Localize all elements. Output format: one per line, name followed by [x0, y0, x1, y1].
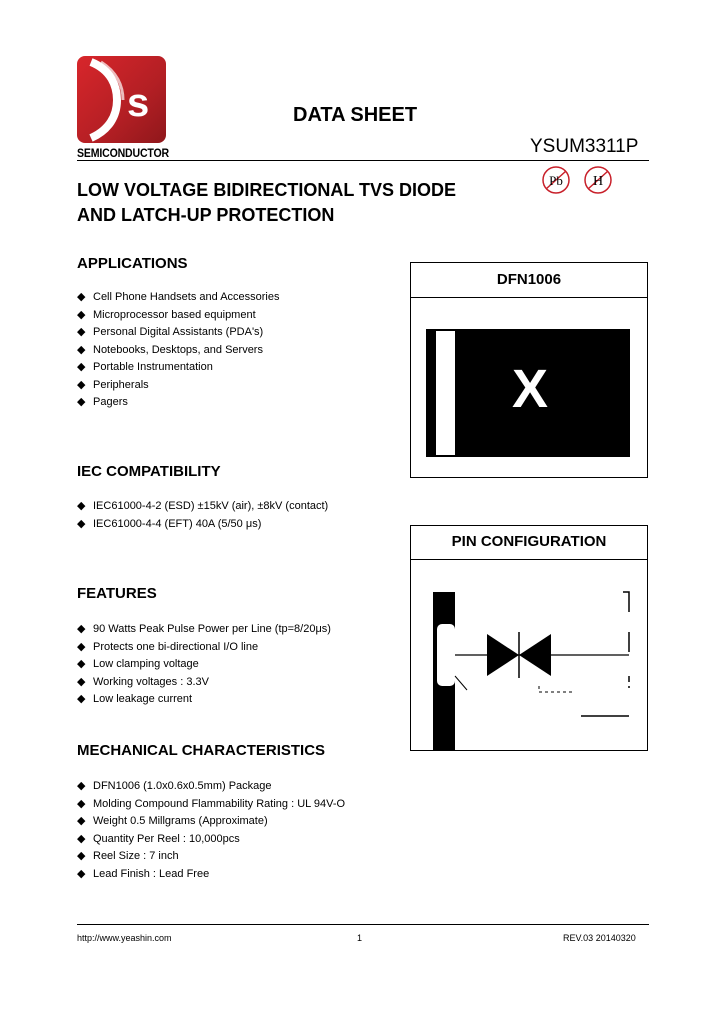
list-item: ◆ IEC61000-4-2 (ESD) ±15kV (air), ±8kV (contact)	[77, 498, 328, 516]
footer-url[interactable]: http://www.yeashin.com	[77, 933, 172, 943]
document-type: DATA SHEET	[293, 104, 418, 126]
revision: REV.03 20140320	[563, 933, 636, 943]
iec-heading: IEC COMPATIBILITY	[77, 463, 221, 480]
list-item: ◆ Molding Compound Flammability Rating : UL 94V-O	[77, 796, 345, 814]
list-item: ◆ Low clamping voltage	[77, 656, 331, 674]
footer-rule	[77, 924, 649, 925]
no-lead-icon	[541, 165, 571, 195]
features-list	[77, 621, 331, 709]
pin-config-caption-bar	[411, 526, 647, 560]
logo-subtitle: SEMICONDUCTOR	[77, 146, 169, 160]
title-line-2: AND LATCH-UP PROTECTION	[77, 205, 335, 225]
pin-config-caption: PIN CONFIGURATION	[451, 533, 607, 550]
list-item: ◆ Notebooks, Desktops, and Servers	[77, 342, 280, 360]
mechanical-heading: MECHANICAL CHARACTERISTICS	[77, 742, 326, 759]
list-item: ◆ 90 Watts Peak Pulse Power per Line (tp=8/20μs)	[77, 621, 331, 639]
cathode-band	[436, 331, 455, 455]
halogen-free-badge	[583, 165, 613, 195]
svg-text:s: s	[127, 81, 150, 125]
package-marking: X	[512, 359, 549, 419]
logo-mark-icon	[77, 56, 166, 143]
header-rule	[77, 160, 649, 161]
mechanical-list	[77, 778, 345, 883]
list-item: ◆ Lead Finish : Lead Free	[77, 866, 345, 884]
badge-pb-text: Pb	[549, 173, 563, 188]
package-box-caption-bar	[411, 263, 647, 298]
iec-list	[77, 498, 328, 533]
lead-free-badge	[541, 165, 571, 195]
list-item: ◆ Reel Size : 7 inch	[77, 848, 345, 866]
features-heading: FEATURES	[77, 585, 157, 602]
part-number: YSUM3311P	[530, 136, 639, 157]
applications-list	[77, 289, 280, 412]
badge-h-text: H	[592, 174, 604, 189]
list-item: ◆ Working voltages : 3.3V	[77, 674, 331, 692]
list-item: ◆ Portable Instrumentation	[77, 359, 280, 377]
pin-diagram	[411, 560, 647, 750]
page-number: 1	[357, 933, 363, 943]
applications-heading: APPLICATIONS	[77, 255, 188, 272]
list-item: ◆ Personal Digital Assistants (PDA's)	[77, 324, 280, 342]
list-item: ◆ Protects one bi-directional I/O line	[77, 639, 331, 657]
company-logo	[77, 56, 166, 143]
package-chip	[426, 329, 630, 457]
list-item: ◆ Microprocessor based equipment	[77, 307, 280, 325]
list-item: ◆ IEC61000-4-4 (EFT) 40A (5/50 μs)	[77, 516, 328, 534]
package-caption: DFN1006	[496, 271, 562, 288]
title-line-1: LOW VOLTAGE BIDIRECTIONAL TVS DIODE	[77, 180, 457, 200]
pin-pad-cutout	[437, 624, 455, 686]
pin-config-box	[410, 525, 648, 751]
list-item: ◆ Quantity Per Reel : 10,000pcs	[77, 831, 345, 849]
list-item: ◆ Weight 0.5 Millgrams (Approximate)	[77, 813, 345, 831]
no-halogen-icon	[583, 165, 613, 195]
list-item: ◆ Cell Phone Handsets and Accessories	[77, 289, 280, 307]
list-item: ◆ Peripherals	[77, 377, 280, 395]
main-title	[77, 178, 456, 228]
package-box	[410, 262, 648, 478]
tvs-diode-icon	[487, 634, 519, 676]
list-item: ◆ Pagers	[77, 394, 280, 412]
list-item: ◆ DFN1006 (1.0x0.6x0.5mm) Package	[77, 778, 345, 796]
list-item: ◆ Low leakage current	[77, 691, 331, 709]
